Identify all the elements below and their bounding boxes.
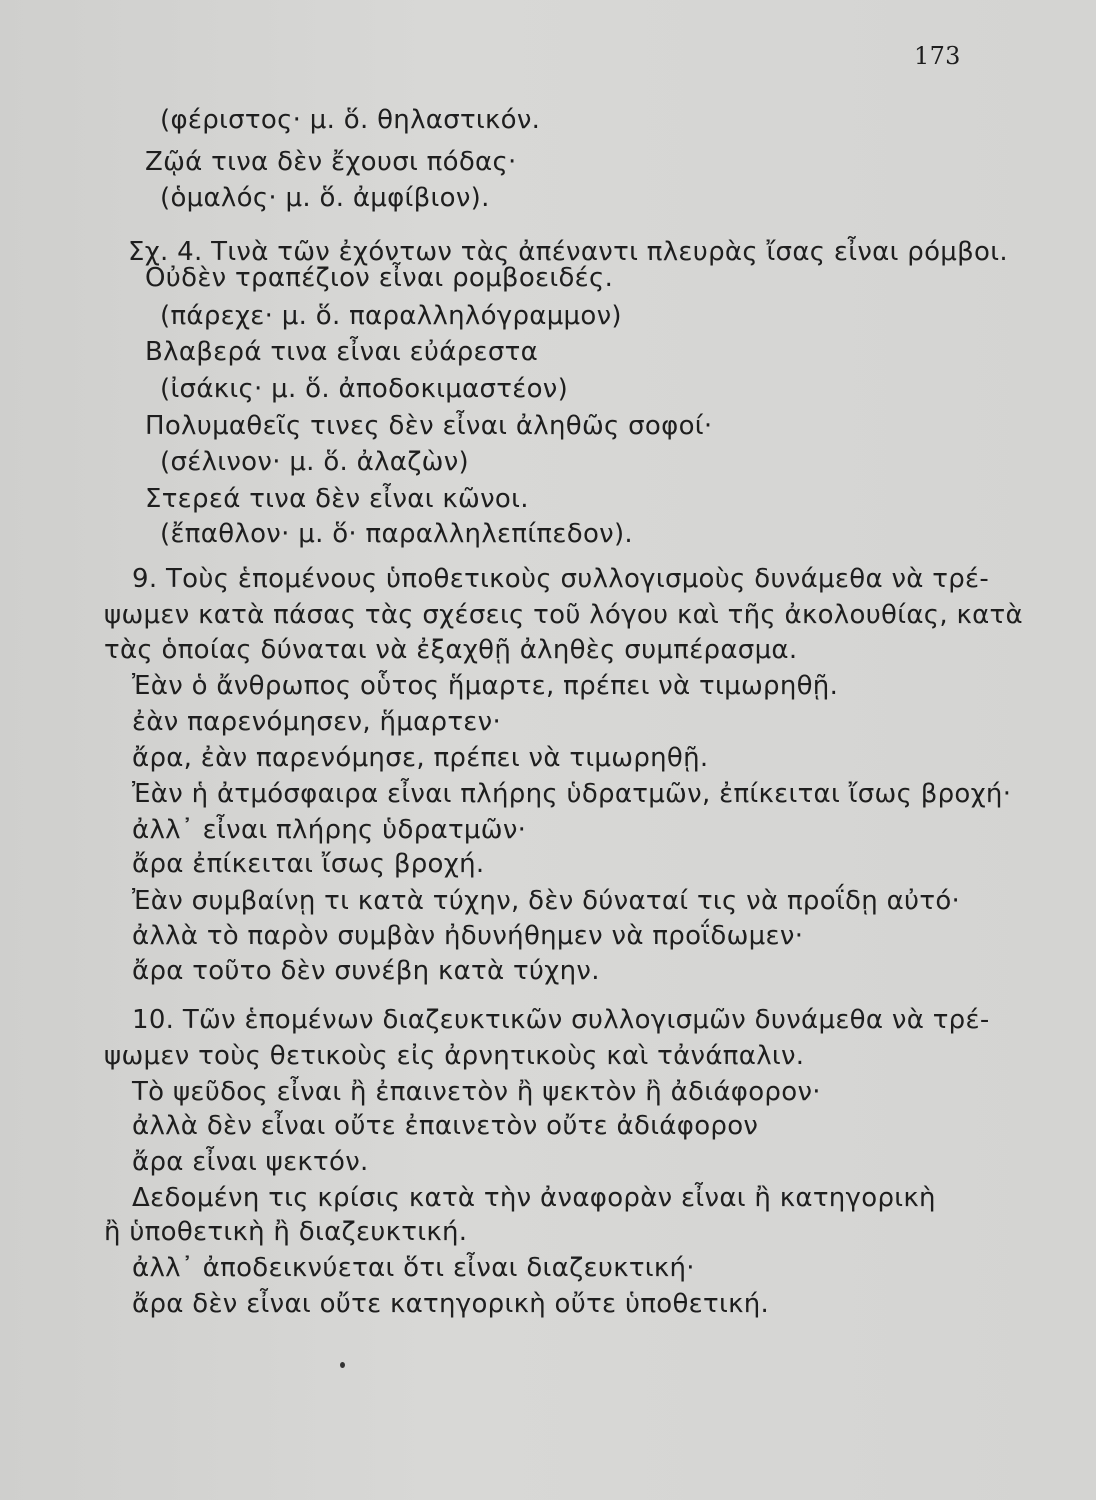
text-line: ἀλλὰ δὲν εἶναι οὔτε ἐπαινετὸν οὔτε ἀδιάφορον <box>132 1111 759 1141</box>
text-line: (πάρεχε· μ. ὅ. παραλληλόγραμμον) <box>160 301 622 331</box>
text-line: (φέριστος· μ. ὅ. θηλαστικόν. <box>160 105 541 135</box>
text-line: ἄρα τοῦτο δὲν συνέβη κατὰ τύχην. <box>132 956 600 986</box>
page-number: 173 <box>914 42 961 70</box>
text-line: ἀλλὰ τὸ παρὸν συμβὰν ἠδυνήθημεν νὰ προΐδωμεν· <box>132 921 804 951</box>
text-line: Στερεά τινα δὲν εἶναι κῶνοι. <box>145 484 529 514</box>
text-line: Ἐὰν ἡ ἀτμόσφαιρα εἶναι πλήρης ὑδρατμῶν, ἐπίκειται ἴσως βροχή· <box>132 779 1012 809</box>
text-line: ψωμεν κατὰ πάσας τὰς σχέσεις τοῦ λόγου καὶ τῆς ἀκολουθίας, κατὰ <box>104 600 1023 630</box>
text-line: (ἔπαθλον· μ. ὅ· παραλληλεπίπεδον). <box>160 519 633 549</box>
text-line: ψωμεν τοὺς θετικοὺς εἰς ἀρνητικοὺς καὶ τἀνάπαλιν. <box>104 1041 805 1071</box>
text-line: Πολυμαθεῖς τινες δὲν εἶναι ἀληθῶς σοφοί· <box>145 411 713 441</box>
text-line: ἄρα δὲν εἶναι οὔτε κατηγορικὴ οὔτε ὑποθετική. <box>132 1289 770 1319</box>
text-line: ἀλλ᾿ ἀποδεικνύεται ὅτι εἶναι διαζευκτική· <box>132 1253 695 1283</box>
text-line: Ἐὰν συμβαίνῃ τι κατὰ τύχην, δὲν δύναταί τις νὰ προΐδῃ αὐτό· <box>132 886 961 916</box>
text-line: 9. Τοὺς ἑπομένους ὑποθετικοὺς συλλογισμοὺς δυνάμεθα νὰ τρέ- <box>132 564 990 594</box>
text-line: (ἰσάκις· μ. ὅ. ἀποδοκιμαστέον) <box>160 374 569 404</box>
text-line: ἄρα, ἐὰν παρενόμησε, πρέπει νὰ τιμωρηθῇ. <box>132 743 709 773</box>
text-line: 10. Τῶν ἑπομένων διαζευκτικῶν συλλογισμῶν δυνάμεθα νὰ τρέ- <box>132 1005 990 1035</box>
text-line: Δεδομένη τις κρίσις κατὰ τὴν ἀναφορὰν εἶναι ἢ κατηγορικὴ <box>132 1183 936 1213</box>
text-line: ἐὰν παρενόμησεν, ἥμαρτεν· <box>132 707 502 737</box>
text-line: Σχ. 4. Τινὰ τῶν ἐχόντων τὰς ἀπέναντι πλευρὰς ἴσας εἶναι ρόμβοι. <box>128 237 1008 267</box>
text-line: Ἐὰν ὁ ἄνθρωπος οὗτος ἥμαρτε, πρέπει νὰ τιμωρηθῇ. <box>132 671 839 701</box>
text-line: Ζῷά τινα δὲν ἔχουσι πόδας· <box>145 147 517 177</box>
ink-speck <box>340 1362 345 1368</box>
text-line: τὰς ὁποίας δύναται νὰ ἐξαχθῇ ἀληθὲς συμπέρασμα. <box>104 635 798 665</box>
text-line: (ὁμαλός· μ. ὅ. ἀμφίβιον). <box>160 183 490 213</box>
text-line: Τὸ ψεῦδος εἶναι ἢ ἐπαινετὸν ἢ ψεκτὸν ἢ ἀδιάφορον· <box>132 1077 821 1107</box>
text-line: ἄρα ἐπίκειται ἴσως βροχή. <box>132 849 485 879</box>
text-line: Οὐδὲν τραπέζιον εἶναι ρομβοειδές. <box>145 263 614 293</box>
text-line: ἄρα εἶναι ψεκτόν. <box>132 1147 369 1177</box>
text-line: ἀλλ᾿ εἶναι πλήρης ὑδρατμῶν· <box>132 815 527 845</box>
text-line: ἢ ὑποθετικὴ ἢ διαζευκτική. <box>104 1217 468 1247</box>
text-line: (σέλινον· μ. ὅ. ἀλαζὼν) <box>160 447 469 477</box>
text-line: Βλαβερά τινα εἶναι εὐάρεστα <box>145 337 539 367</box>
